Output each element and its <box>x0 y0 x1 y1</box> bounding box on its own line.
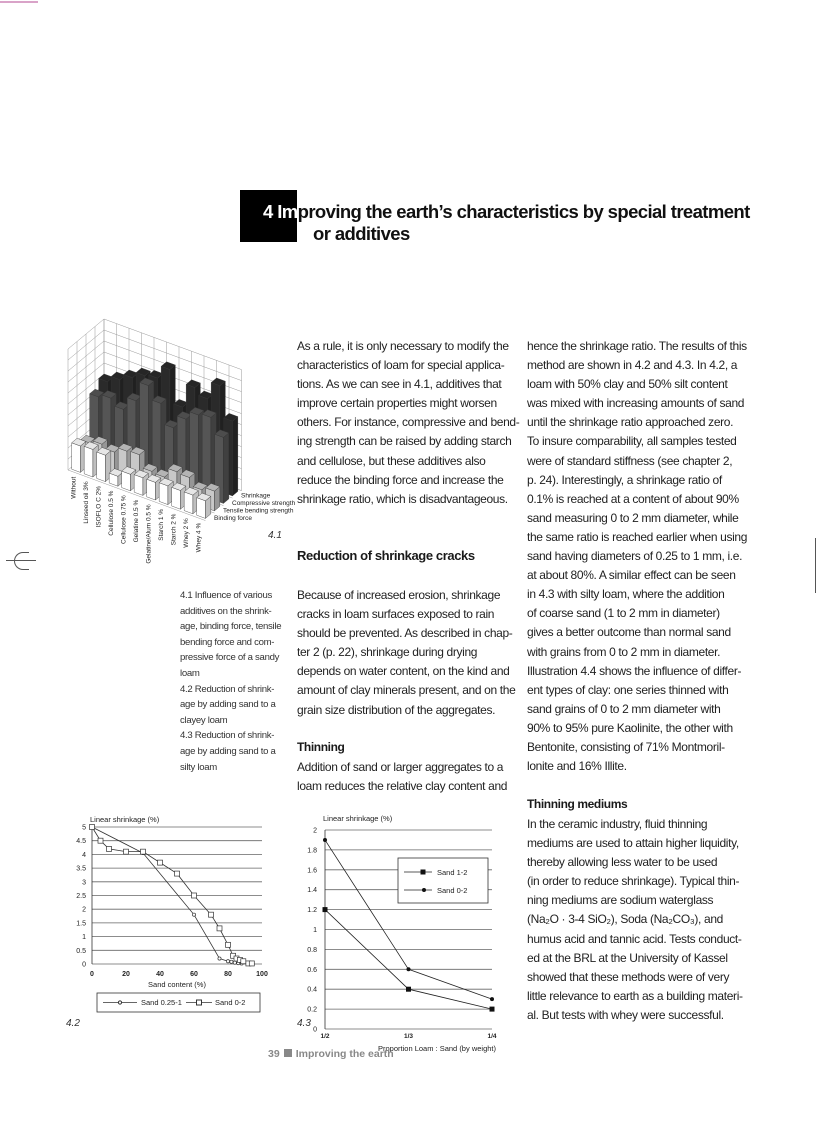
y-tick-label: 5 <box>82 824 86 832</box>
text-line: others. For instance, compressive and bend- <box>297 415 520 430</box>
text-line: ed at the BRL at the University of Kassel <box>527 950 728 965</box>
heading-thinning: Thinning <box>297 740 345 754</box>
text-line: characteristics of loam for special applica- <box>297 358 505 373</box>
bar-front <box>197 498 206 519</box>
data-point <box>226 942 231 947</box>
col2-paragraph-2 <box>297 586 515 720</box>
legend-label: Sand 0-2 <box>215 998 246 1007</box>
bar-front <box>147 479 156 500</box>
data-point <box>141 849 146 854</box>
text-line: depends on water content, on the kind and <box>297 664 510 679</box>
title-line-1: proving the earth’s characteristics by special treatment <box>297 201 750 222</box>
series-label: Shrinkage <box>241 492 271 500</box>
data-point <box>218 957 221 960</box>
text-line: sand having diameters of 0.25 to 1 mm, i.e. <box>527 549 743 564</box>
data-point <box>490 1007 495 1012</box>
text-line: the same ratio is reached earlier when using <box>527 529 748 544</box>
x-axis-title: Sand content (%) <box>148 980 206 989</box>
text-line: sand grains of 0 to 2 mm diameter with <box>527 701 721 716</box>
data-point <box>209 912 214 917</box>
data-point <box>490 997 494 1001</box>
data-point <box>406 987 411 992</box>
x-tick-label: 100 <box>256 971 268 978</box>
data-point <box>98 838 103 843</box>
legend-marker <box>197 1000 202 1005</box>
y-tick-label: 1.5 <box>76 920 86 928</box>
col2-paragraph-3 <box>297 758 507 796</box>
bar-side <box>232 417 237 496</box>
text-line: were of standard stiffness (see chapter 2, <box>527 453 733 468</box>
legend-label: Sand 0.25-1 <box>141 998 182 1007</box>
bar-front <box>122 471 131 491</box>
text-line: Bentonite, consisting of 71% Montmoril- <box>527 739 725 754</box>
text-line: sand measuring 0 to 2 mm diameter, while <box>527 510 739 525</box>
data-point <box>233 961 236 964</box>
text-line: humus acid and tannic acid. Tests conduct- <box>527 931 742 946</box>
series-label: Compressive strength <box>232 499 296 507</box>
text-line: As a rule, it is only necessary to modify the <box>297 339 509 353</box>
heading-reduction: Reduction of shrinkage cracks <box>297 548 475 563</box>
bar-binding-force <box>122 467 136 491</box>
text-line: shrinkage ratio, which is disadvantageous. <box>297 491 508 506</box>
text-line: lonite and 16% Illite. <box>527 759 627 774</box>
text-line: ter 2 (p. 22), shrinkage during drying <box>297 645 478 660</box>
text-line: of coarse sand (1 to 2 mm in diameter) <box>527 606 720 621</box>
bar-front <box>97 452 106 482</box>
page-footer <box>268 1048 394 1060</box>
y-tick-label: 0.6 <box>307 966 317 974</box>
category-label: Starch 1 % <box>158 508 165 541</box>
y-tick-label: 1.4 <box>307 887 317 895</box>
text-line: To insure comparability, all samples tested <box>527 434 737 449</box>
y-tick-label: 1 <box>313 927 317 934</box>
text-line: hence the shrinkage ratio. The results of this <box>527 339 747 353</box>
text-line: al. But tests with whey were successful. <box>527 1007 724 1022</box>
series-label: Tensile bending strength <box>223 507 294 515</box>
data-point <box>192 913 195 916</box>
bar-front <box>72 443 81 473</box>
text-line: amount of clay minerals present, and on the <box>297 683 516 698</box>
y-tick-label: 1.8 <box>307 847 317 855</box>
y-tick-label: 4.5 <box>76 838 86 846</box>
bar-front <box>184 492 193 514</box>
text-line: ing strength can be raised by adding starch <box>297 434 512 449</box>
bar-binding-force <box>134 470 148 495</box>
text-line: little relevance to earth as a building materi- <box>527 988 743 1003</box>
text-line: mediums are used to attain higher liquidity, <box>527 836 739 851</box>
text-line: clayey loam <box>180 714 228 726</box>
x-tick-label: 20 <box>122 971 130 978</box>
page-number: 39 <box>268 1048 280 1060</box>
text-line: bending force and com- <box>180 636 275 648</box>
legend-marker <box>118 1001 121 1004</box>
y-tick-label: 4 <box>82 851 86 859</box>
category-label: Linseed oil 3% <box>83 481 90 524</box>
x-tick-label: 1/4 <box>487 1033 497 1040</box>
bar-binding-force <box>97 447 111 481</box>
y-tick-label: 3 <box>82 879 86 887</box>
text-line: with grains from 0 to 2 mm in diameter. <box>527 644 721 659</box>
data-point <box>124 849 129 854</box>
y-tick-label: 2 <box>82 906 86 914</box>
bar-binding-force <box>109 469 123 487</box>
text-line: loam <box>180 667 200 679</box>
legend-label: Sand 1-2 <box>437 868 468 877</box>
data-point <box>230 960 233 963</box>
text-line: loam reduces the relative clay content and <box>297 779 508 794</box>
bar-binding-force <box>159 478 173 504</box>
text-line: 0.1% is reached at a content of about 90% <box>527 491 739 506</box>
text-line: and cellulose, but these additives also <box>297 453 486 468</box>
data-point <box>90 825 95 830</box>
data-point <box>323 838 327 842</box>
text-line: ning mediums are sodium waterglass <box>527 893 714 908</box>
crop-mark <box>0 1 38 3</box>
chapter-number: 4 Im <box>263 201 298 222</box>
text-line: Illustration 4.4 shows the influence of differ- <box>527 663 742 678</box>
text-line: (Na₂O · 3-4 SiO₂), Soda (Na₂CO₃), and <box>527 912 723 927</box>
figure-4-3-line-chart <box>290 808 505 1053</box>
text-line: gives a better outcome than normal sand <box>527 625 731 640</box>
category-label: Cellulose 0.75 % <box>120 495 128 544</box>
bar-binding-force <box>172 483 186 509</box>
category-label: ISOFLO C 2% <box>95 485 103 528</box>
x-tick-label: 1/3 <box>403 1033 414 1040</box>
data-point <box>192 893 197 898</box>
text-line: reduce the binding force and increase the <box>297 472 504 487</box>
text-line: cracks in loam surfaces exposed to rain <box>297 607 495 622</box>
figure-label-4-2: 4.2 <box>66 1018 80 1029</box>
footer-square-icon <box>284 1049 292 1057</box>
y-tick-label: 0.4 <box>307 986 317 994</box>
text-line: at about 80%. A similar effect can be seen <box>527 568 736 583</box>
text-line: age by adding sand to a <box>180 745 276 757</box>
text-line: was mixed with increasing amounts of sand <box>527 396 745 411</box>
col3-paragraph-2 <box>527 815 743 1025</box>
data-point <box>407 967 411 971</box>
text-line: 90% to 95% pure Kaolinite, the other with <box>527 720 733 735</box>
bar-binding-force <box>184 487 198 513</box>
y-tick-label: 3.5 <box>76 865 86 873</box>
text-line: improve certain properties might worsen <box>297 396 497 411</box>
data-point <box>158 860 163 865</box>
series-line <box>325 910 492 1010</box>
x-tick-label: 1/2 <box>320 1033 330 1040</box>
y-tick-label: 0.8 <box>307 946 317 954</box>
text-line: grain size distribution of the aggregates. <box>297 702 496 717</box>
text-line: silty loam <box>180 761 217 773</box>
series-label: Binding force <box>214 514 252 522</box>
bar-binding-force <box>147 475 161 500</box>
category-label: Without <box>70 476 78 499</box>
bar-front <box>159 483 168 505</box>
text-line: 4.3 Reduction of shrink- <box>180 730 275 742</box>
text-line: in 4.3 with silty loam, where the addition <box>527 587 725 602</box>
y-axis-title: Linear shrinkage (%) <box>90 815 160 824</box>
data-point <box>241 959 246 964</box>
y-tick-label: 0.2 <box>307 1006 317 1014</box>
text-line: 4.2 Reduction of shrink- <box>180 683 275 695</box>
y-tick-label: 1.2 <box>307 907 317 915</box>
y-axis-title: Linear shrinkage (%) <box>323 814 393 823</box>
grid-line <box>104 319 242 370</box>
x-tick-label: 0 <box>90 971 94 978</box>
text-line: should be prevented. As described in chap- <box>297 626 513 641</box>
bar-binding-force <box>197 493 211 518</box>
text-line: In the ceramic industry, fluid thinning <box>527 817 708 831</box>
data-point <box>107 846 112 851</box>
text-line: method are shown in 4.2 and 4.3. In 4.2, a <box>527 358 738 373</box>
text-line: Because of increased erosion, shrinkage <box>297 588 501 602</box>
x-tick-label: 40 <box>156 971 164 978</box>
col2-paragraph-1 <box>297 337 519 509</box>
figure-4-2-line-chart <box>55 808 285 1033</box>
y-tick-label: 0 <box>313 1026 317 1034</box>
bar-front <box>172 487 181 509</box>
data-point <box>323 907 328 912</box>
y-tick-label: 2.5 <box>76 893 86 900</box>
category-label: Whey 2 % <box>183 518 190 548</box>
data-point <box>217 926 222 931</box>
y-tick-label: 2 <box>313 827 317 835</box>
registration-mark-arc <box>14 552 29 570</box>
data-point <box>249 961 254 966</box>
text-line: age by adding sand to a <box>180 699 276 711</box>
text-line: showed that these methods were of very <box>527 969 730 984</box>
text-line: thereby allowing less water to be used <box>527 855 718 870</box>
category-label: Whey 4 % <box>195 522 203 553</box>
text-line: (in order to reduce shrinkage). Typical thin- <box>527 874 740 889</box>
legend-marker <box>421 870 426 875</box>
title-line-2: or additives <box>313 223 410 244</box>
text-line: 4.1 Influence of various <box>180 590 272 601</box>
bar-binding-force <box>72 438 86 472</box>
text-line: p. 24). Interestingly, a shrinkage ratio of <box>527 472 722 487</box>
figure-4-1-3d-bar-chart <box>50 330 296 564</box>
text-line: ent types of clay: one series thinned with <box>527 682 729 697</box>
bar-front <box>134 475 143 496</box>
y-tick-label: 1 <box>82 934 86 942</box>
x-axis-title: Proportion Loam : Sand (by weight) <box>378 1044 496 1053</box>
category-label: Starch 2 % <box>170 513 178 546</box>
bar-front <box>84 446 93 477</box>
category-label: Gelatine/Alum 0.5 % <box>145 504 153 564</box>
footer-section: Improving the earth <box>295 1048 394 1060</box>
legend-label: Sand 0-2 <box>437 886 468 895</box>
text-line: additives on the shrink- <box>180 605 272 617</box>
y-tick-label: 0.5 <box>76 947 86 955</box>
x-tick-label: 60 <box>190 971 198 978</box>
figure-captions <box>180 588 281 775</box>
text-line: loam with 50% clay and 50% silt content <box>527 377 728 392</box>
data-point <box>226 960 229 963</box>
category-label: Cellulose 0.5 % <box>108 490 115 536</box>
figure-label-4-3: 4.3 <box>297 1018 311 1029</box>
bar-side <box>223 433 228 504</box>
data-point <box>175 871 180 876</box>
text-line: pressive force of a sandy <box>180 652 280 664</box>
legend-marker <box>422 888 426 892</box>
y-tick-label: 1.6 <box>307 867 317 875</box>
y-tick-label: 0 <box>82 961 86 969</box>
col3-paragraph-1 <box>527 337 747 776</box>
chapter-title <box>263 201 750 245</box>
figure-label-4-1: 4.1 <box>268 530 282 541</box>
text-line: tions. As we can see in 4.1, additives that <box>297 377 502 392</box>
text-line: age, binding force, tensile <box>180 621 282 633</box>
text-line: Addition of sand or larger aggregates to a <box>297 760 504 774</box>
bar-binding-force <box>84 442 98 477</box>
legend-box <box>398 858 488 903</box>
category-label: Gelatine 0.5 % <box>133 499 140 543</box>
text-line: until the shrinkage ratio approached zero. <box>527 415 734 430</box>
x-tick-label: 80 <box>224 971 232 978</box>
heading-thinning-mediums: Thinning mediums <box>527 797 628 811</box>
